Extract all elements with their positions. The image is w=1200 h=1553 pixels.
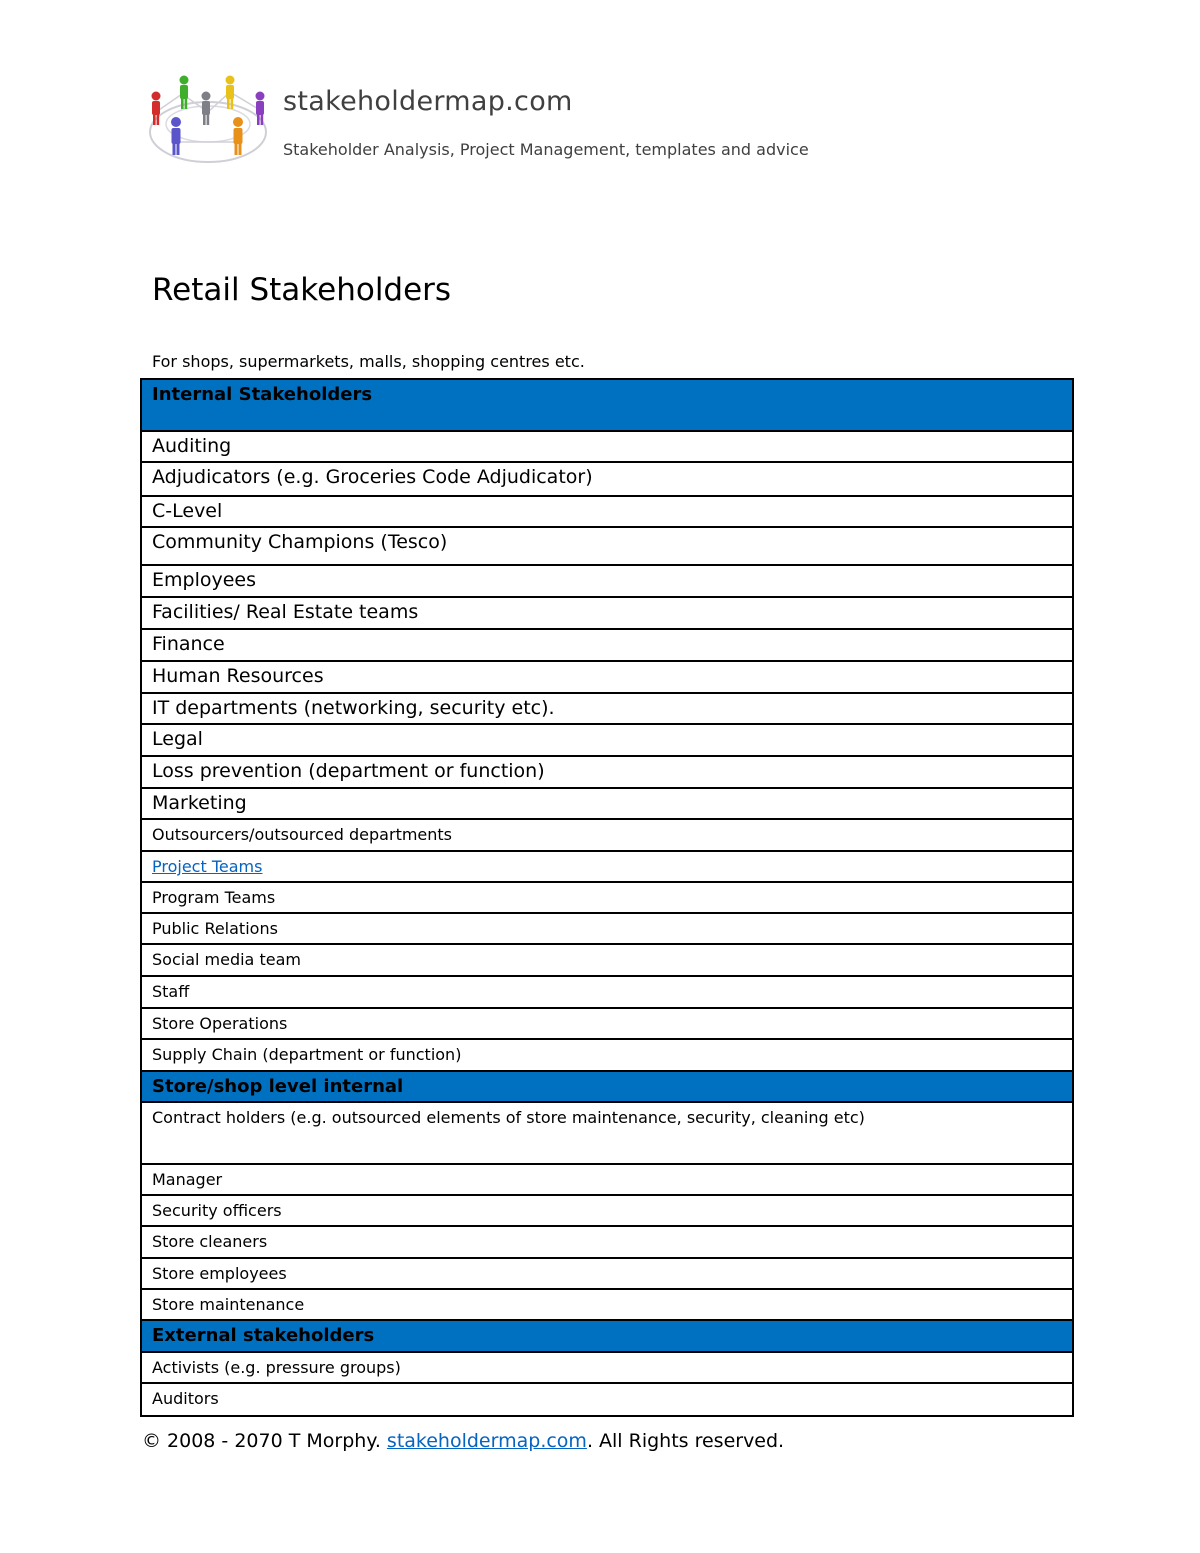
table-cell: Store employees [141,1258,1073,1289]
section-header-row [141,379,1073,431]
table-row [141,788,1073,819]
site-name: stakeholdermap.com [283,86,573,117]
table-row [141,462,1073,496]
table-cell: Supply Chain (department or function) [141,1039,1073,1071]
table-cell: Staff [141,976,1073,1008]
section-header-cell: Store/shop level internal [141,1071,1073,1102]
copyright-footer [142,1430,784,1452]
table-cell: Program Teams [141,882,1073,913]
table-cell: Contract holders (e.g. outsourced elements of store maintenance, security, cleaning etc) [141,1102,1073,1164]
table-cell: Social media team [141,944,1073,976]
table-row [141,944,1073,976]
table-cell: Store cleaners [141,1226,1073,1258]
table-cell: IT departments (networking, security etc). [141,693,1073,724]
table-cell: Manager [141,1164,1073,1195]
table-cell: Facilities/ Real Estate teams [141,597,1073,629]
section-header-cell: External stakeholders [141,1320,1073,1352]
table-row [141,1195,1073,1226]
table-row [141,1164,1073,1195]
table-row [141,1383,1073,1416]
copyright-suffix: . All Rights reserved. [586,1430,785,1452]
footer-site-link[interactable]: stakeholdermap.com [386,1430,587,1452]
table-cell: Store Operations [141,1008,1073,1039]
table-row [141,527,1073,565]
table-row [141,629,1073,661]
table-cell: Public Relations [141,913,1073,944]
table-row [141,724,1073,756]
table-row [141,851,1073,882]
table-cell: Employees [141,565,1073,597]
table-row [141,661,1073,693]
stakeholder-network-icon [142,72,274,168]
table-cell: Outsourcers/outsourced departments [141,819,1073,851]
table-row [141,1039,1073,1071]
table-row [141,496,1073,527]
page-title: Retail Stakeholders [152,272,452,308]
table-cell: Auditors [141,1383,1073,1416]
table-cell: Security officers [141,1195,1073,1226]
table-cell: Finance [141,629,1073,661]
table-cell: Adjudicators (e.g. Groceries Code Adjudicator) [141,462,1073,496]
table-cell: Activists (e.g. pressure groups) [141,1352,1073,1383]
page-subtitle: For shops, supermarkets, malls, shopping centres etc. [152,352,585,371]
table-row [141,565,1073,597]
table-cell: C-Level [141,496,1073,527]
table-row [141,819,1073,851]
table-row [141,1008,1073,1039]
table-row [141,1352,1073,1383]
table-row [141,1289,1073,1320]
table-cell [141,851,1073,882]
table-row [141,976,1073,1008]
table-cell: Store maintenance [141,1289,1073,1320]
table-row [141,756,1073,788]
site-tagline: Stakeholder Analysis, Project Management, templates and advice [283,140,809,159]
table-cell: Community Champions (Tesco) [141,527,1073,565]
stakeholder-link[interactable]: Project Teams [152,857,263,876]
table-row [141,693,1073,724]
section-header-cell: Internal Stakeholders [141,379,1073,431]
table-row [141,913,1073,944]
table-row [141,1102,1073,1164]
section-header-row [141,1320,1073,1352]
section-header-row [141,1071,1073,1102]
stakeholder-table [140,378,1074,1417]
table-row [141,1258,1073,1289]
table-cell: Loss prevention (department or function) [141,756,1073,788]
table-cell: Marketing [141,788,1073,819]
table-row [141,597,1073,629]
site-header [142,72,902,172]
table-row [141,882,1073,913]
table-row [141,1226,1073,1258]
table-row [141,431,1073,462]
copyright-text: © 2008 - 2070 T Morphy. [142,1430,387,1452]
stakeholder-table-body [141,379,1073,1416]
table-cell: Human Resources [141,661,1073,693]
table-cell: Legal [141,724,1073,756]
table-cell: Auditing [141,431,1073,462]
